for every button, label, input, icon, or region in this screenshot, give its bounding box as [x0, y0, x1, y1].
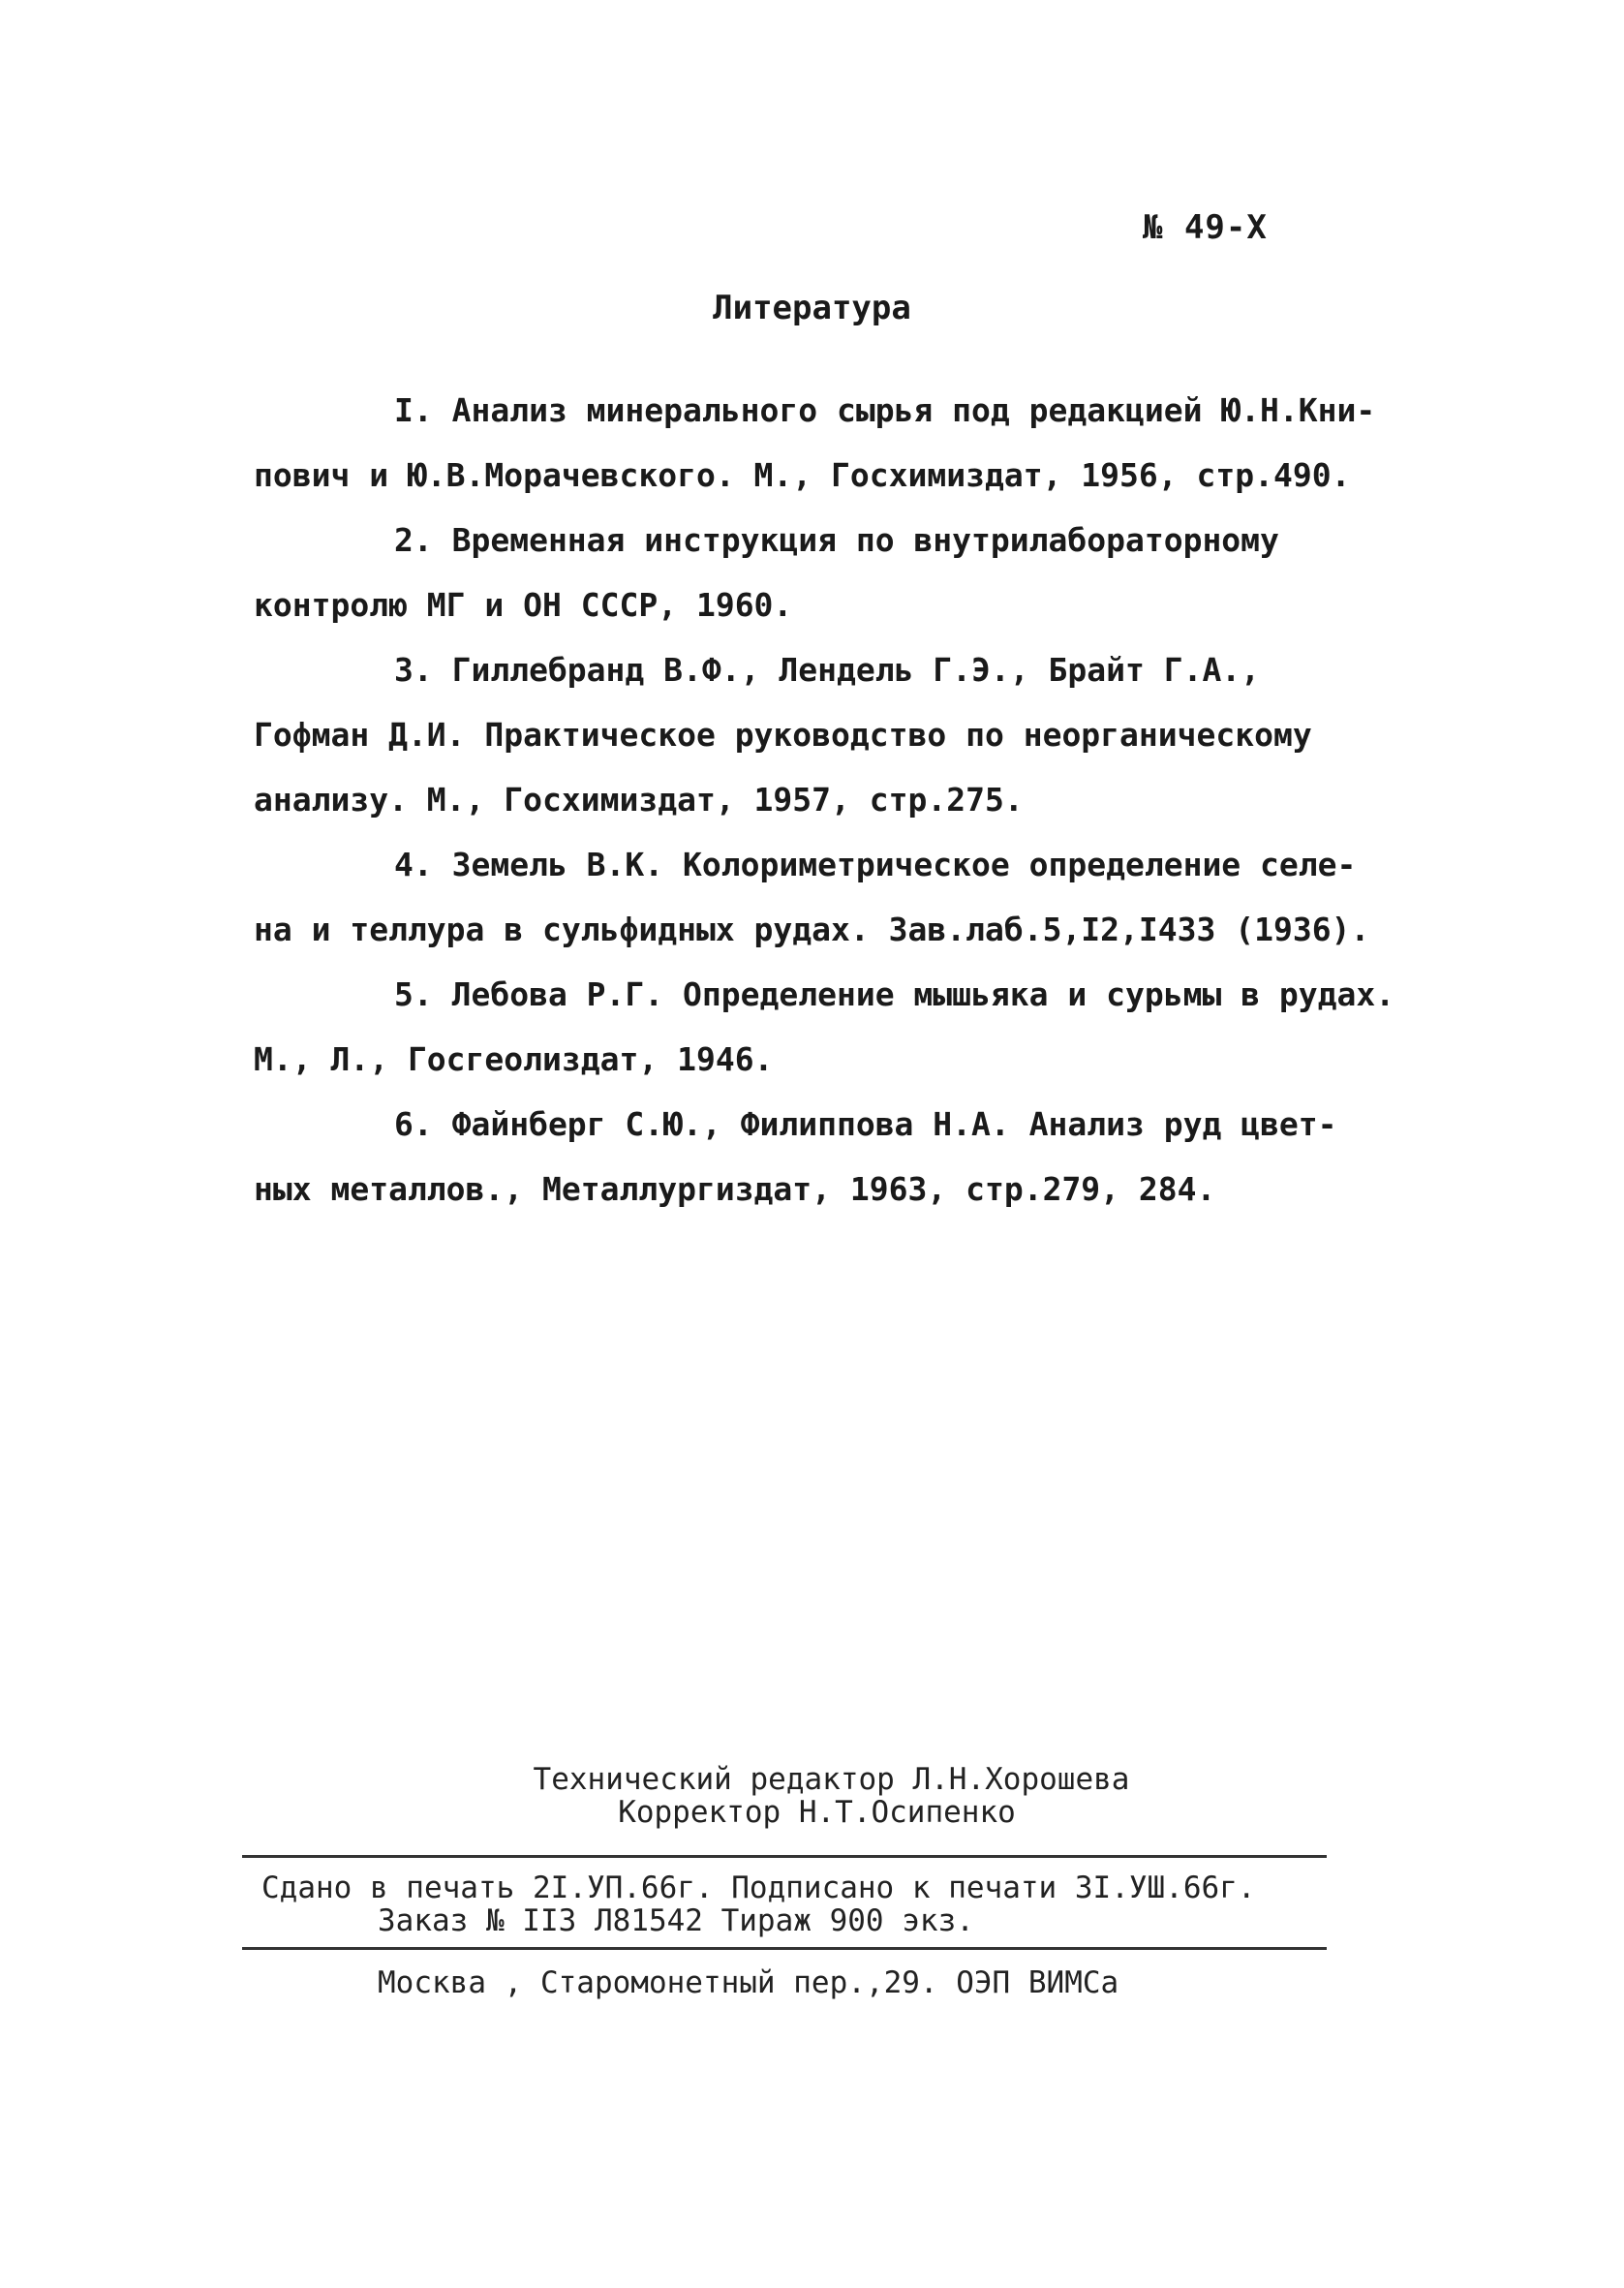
order-line: Заказ № II3 Л81542 Тираж 900 экз.: [378, 1903, 974, 1938]
section-title: Литература: [713, 289, 911, 327]
reference-5-line-1: 5. Лебова Р.Г. Определение мышьяка и сурьмы в рудах.: [394, 975, 1395, 1013]
document-number: № 49-Х: [1143, 208, 1268, 247]
reference-1-line-1: I. Анализ минерального сырья под редакцией Ю.Н.Кни-: [394, 391, 1376, 429]
reference-list: [254, 378, 1445, 1221]
reference-2-line-1: 2. Временная инструкция по внутрилабораторному: [394, 521, 1279, 559]
colophon: [0, 1762, 1624, 2000]
reference-1-line-2: пович и Ю.В.Морачевского. М., Госхимиздат, 1956, стр.490.: [254, 456, 1351, 494]
divider-bottom: [242, 1947, 1327, 1950]
publisher-address: Москва , Старомонетный пер.,29. ОЭП ВИМСа: [378, 1965, 1119, 2000]
reference-5-line-2: М., Л., Госгеолиздат, 1946.: [254, 1040, 774, 1078]
reference-4-line-1: 4. Земель В.К. Колориметрическое определение селе-: [394, 846, 1357, 883]
reference-4-line-2: на и теллура в сульфидных рудах. Зав.лаб.5,I2,I433 (1936).: [254, 911, 1370, 948]
reference-2-line-2: контролю МГ и ОН СССР, 1960.: [254, 586, 793, 624]
reference-6-line-2: ных металлов., Металлургиздат, 1963, стр.279, 284.: [254, 1170, 1216, 1208]
reference-3-line-2: Гофман Д.И. Практическое руководство по неорганическому: [254, 716, 1312, 754]
corrector-credit: Корректор Н.Т.Осипенко: [618, 1795, 1016, 1830]
print-dates-line: Сдано в печать 2I.УП.66г. Подписано к печати 3I.УШ.66г.: [261, 1871, 1256, 1905]
divider-top: [242, 1855, 1327, 1858]
reference-3-line-1: 3. Гиллебранд В.Ф., Лендель Г.Э., Брайт Г.А.,: [394, 651, 1261, 689]
reference-6-line-1: 6. Файнберг С.Ю., Филиппова Н.А. Анализ руд цвет-: [394, 1105, 1337, 1143]
tech-editor-credit: Технический редактор Л.Н.Хорошева: [533, 1762, 1130, 1797]
reference-3-line-3: анализу. М., Госхимиздат, 1957, стр.275.: [254, 781, 1024, 819]
